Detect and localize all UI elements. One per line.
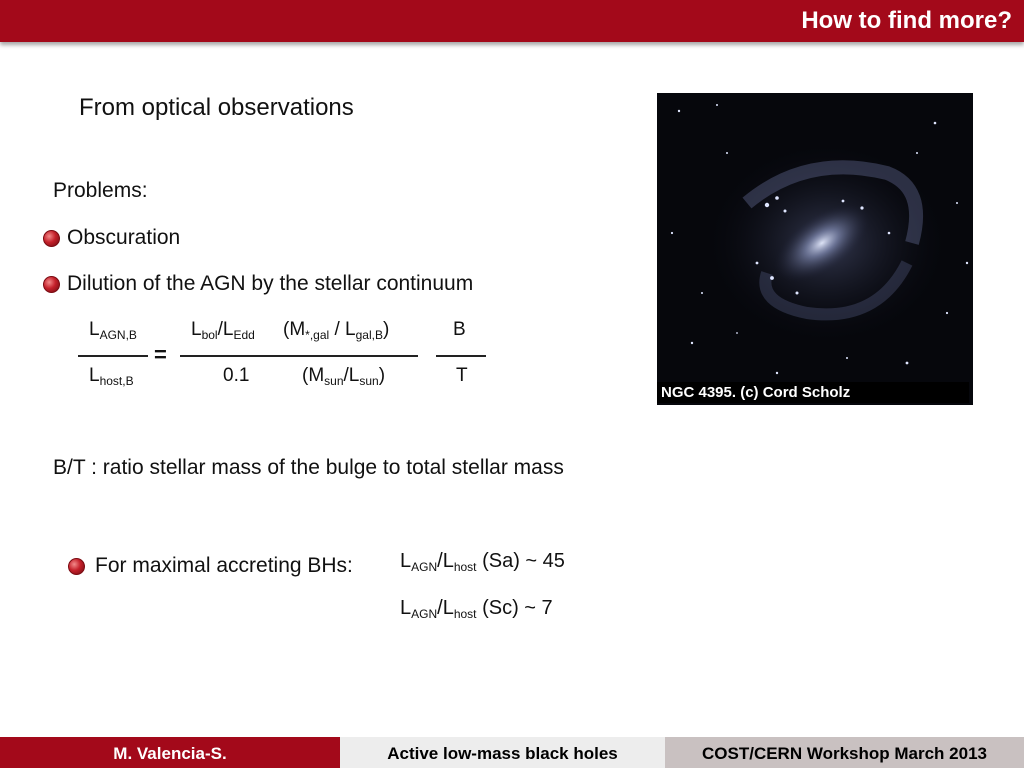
solar-ratio-denominator: $(M_{sun}/L_{sun})$ [302,365,386,388]
bullet-dot-icon [68,558,85,575]
bullet-text: For maximal accreting BHs: [95,554,353,577]
title-bar [0,0,1024,42]
lhs-denominator: $L_{host,B}$ [89,365,134,388]
ratio-sa: $L_{AGN}/L_{host}$ (Sa) ~ 45 [400,550,565,574]
slide-title: How to find more? [801,7,1012,34]
footer-author: M. Valencia-S. [0,737,340,768]
bullet-item [43,272,473,296]
bullet-dot-icon [43,276,60,293]
main-numerator: $L_{bol}/L_{Edd}$ [191,319,255,342]
equals-sign: = [154,342,167,367]
bullet-dot-icon [43,230,60,247]
galaxy-image [657,93,973,405]
main-denominator: 0.1 [223,365,250,386]
problems-label: Problems: [53,179,148,202]
total-denominator: T [456,365,468,386]
fraction-bar [436,355,486,357]
ratio-sc: $L_{AGN}/L_{host}$ (Sc) ~ 7 [400,597,553,621]
footer-event: COST/CERN Workshop March 2013 [665,737,1024,768]
bullet-item [43,226,180,250]
bullet-text: Obscuration [67,226,181,249]
image-caption: NGC 4395. (c) Cord Scholz [657,382,969,403]
bullet-text: Dilution of the AGN by the stellar continuum [67,272,474,295]
fraction-bar [78,355,148,357]
section-heading: From optical observations [79,94,354,121]
fraction-bar [180,355,418,357]
footer [0,737,1024,768]
bt-definition: B/T : ratio stellar mass of the bulge to total stellar mass [53,456,564,479]
bulge-numerator: B [453,319,466,340]
mass-ratio-numerator: $(M_{*,gal} / L_{gal,B})$ [283,319,390,342]
lhs-numerator: $L_{AGN,B}$ [89,319,137,342]
footer-talk-title: Active low-mass black holes [340,737,665,768]
bullet-item [68,554,353,578]
